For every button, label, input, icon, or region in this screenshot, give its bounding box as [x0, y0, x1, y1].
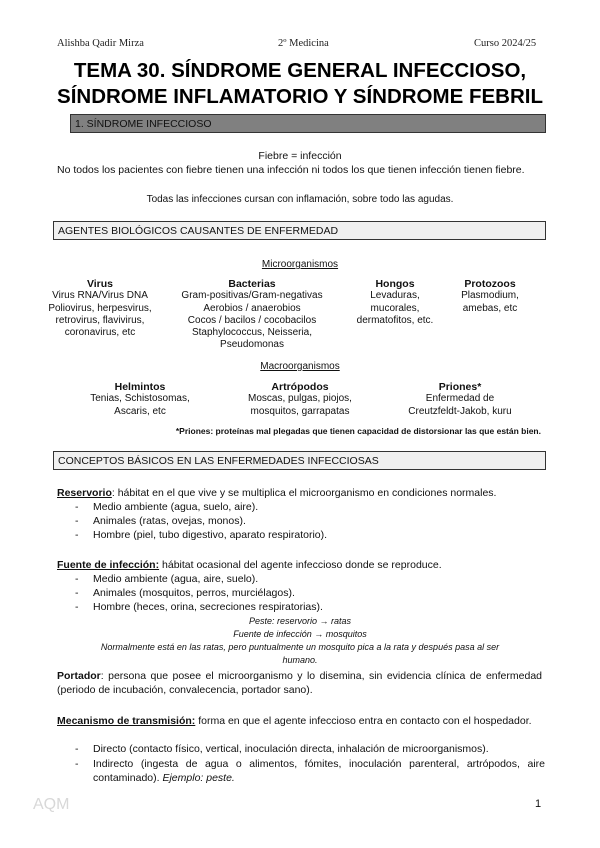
- micro-column-virus: [30, 278, 170, 339]
- formula-text: Fiebre = infección: [258, 150, 342, 162]
- macro-line: mosquitos, garrapatas: [250, 405, 350, 417]
- micro-name: Protozoos: [464, 278, 516, 290]
- microorganisms-title: Microorganismos: [261, 259, 339, 270]
- peste-example-3: Normalmente está en las ratas, pero puntualmente un mosquito pica a la rata y después pasa al ser humano.: [100, 642, 500, 665]
- macro-column-artropodos: [225, 381, 375, 418]
- fuente-term: Fuente de infección:: [57, 559, 160, 571]
- macroorganisms-title: Macroorganismos: [260, 361, 340, 372]
- micro-column-hongos: [345, 278, 445, 327]
- micro-line: Poliovirus, herpesvirus,: [48, 302, 152, 314]
- reservorio-term: Reservorio: [57, 487, 112, 499]
- section-heading-agentes: AGENTES BIOLÓGICOS CAUSANTES DE ENFERMEDAD: [53, 221, 546, 240]
- micro-line: Plasmodium,: [461, 290, 519, 302]
- micro-name: Virus: [86, 278, 114, 290]
- micro-name: Hongos: [375, 278, 415, 290]
- portador-term: Portador: [57, 670, 101, 682]
- micro-line: amebas, etc: [462, 302, 518, 314]
- micro-line: Aerobios / anaerobios: [203, 302, 301, 314]
- list-item: - Animales (mosquitos, perros, murciélagos).: [75, 587, 295, 599]
- micro-line: Virus RNA/Virus DNA: [52, 290, 148, 302]
- micro-line: Pseudomonas: [220, 339, 284, 351]
- fuente-def: hábitat ocasional del agente infeccioso donde se reproduce.: [159, 559, 442, 571]
- section-heading-conceptos: CONCEPTOS BÁSICOS EN LAS ENFERMEDADES INFECCIOSAS: [53, 451, 546, 470]
- list-item: - Hombre (piel, tubo digestivo, aparato respiratorio).: [75, 529, 328, 541]
- intro-paragraph: No todos los pacientes con fiebre tienen una infección ni todos los que tienen infección tienen fiebre.: [57, 164, 525, 176]
- portador-definition: [57, 669, 542, 697]
- list-item: - Hombre (heces, orina, secreciones respiratorias).: [75, 601, 323, 613]
- peste-example-1: Peste: reservorio → ratas: [248, 616, 352, 626]
- mecanismo-definition: [57, 714, 542, 728]
- peste-inline-example: Ejemplo: peste.: [162, 772, 235, 784]
- title-line-1: TEMA 30. SÍNDROME GENERAL INFECCIOSO,: [73, 59, 527, 82]
- micro-column-protozoos: [445, 278, 535, 315]
- macro-line: Enfermedad de: [425, 393, 495, 405]
- header-author: Alishba Qadir Mirza: [57, 38, 144, 49]
- micro-line: Levaduras,: [370, 290, 420, 302]
- micro-line: coronavirus, etc: [64, 327, 136, 339]
- header-course: 2º Medicina: [278, 38, 329, 49]
- list-item: - Medio ambiente (agua, aire, suelo).: [75, 573, 259, 585]
- watermark-logo: AQM: [33, 796, 70, 813]
- peste-example-2: Fuente de infección → mosquitos: [233, 629, 367, 639]
- micro-line: Staphylococcus, Neisseria,: [191, 327, 313, 339]
- macro-line: Ascaris, etc: [114, 405, 166, 417]
- page-number: 1: [535, 798, 542, 810]
- micro-line: retrovirus, flavivirus,: [55, 314, 145, 326]
- mecanismo-term: Mecanismo de transmisión:: [57, 715, 196, 727]
- list-item: - Indirecto (ingesta de agua o alimentos, fómites, inoculación parenteral, artrópodos, aire contaminado). Ejemplo: peste.: [75, 758, 545, 784]
- micro-line: mucorales,: [370, 302, 420, 314]
- micro-name: Bacterias: [228, 278, 276, 290]
- mecanismo-def: forma en que el agente infeccioso entra en contacto con el hospedador.: [195, 715, 532, 727]
- reservorio-definition: [57, 486, 547, 500]
- macro-line: Moscas, pulgas, piojos,: [248, 393, 352, 405]
- macro-column-priones: [385, 381, 535, 418]
- reservorio-def: : hábitat en el que vive y se multiplica el microorganismo en condiciones normales.: [111, 487, 497, 499]
- priones-footnote: *Priones: proteínas mal plegadas que tienen capacidad de distorsionar las que están bien.: [175, 426, 541, 436]
- macro-column-helmintos: [60, 381, 220, 418]
- macro-name: Artrópodos: [271, 381, 329, 393]
- micro-line: Cocos / bacilos / cocobacilos: [187, 314, 317, 326]
- micro-column-bacterias: [166, 278, 338, 352]
- fuente-definition: [57, 558, 547, 572]
- macro-name: Priones*: [438, 381, 482, 393]
- list-item: - Animales (ratas, ovejas, monos).: [75, 515, 246, 527]
- header-year: Curso 2024/25: [474, 38, 537, 49]
- page-title: [0, 58, 600, 110]
- micro-line: Gram-positivas/Gram-negativas: [181, 290, 323, 302]
- list-item: - Directo (contacto físico, vertical, inoculación directa, inhalación de microorganismos).: [75, 743, 489, 755]
- title-line-2: SÍNDROME INFLAMATORIO Y SÍNDROME FEBRIL: [57, 85, 543, 108]
- inflammation-note: Todas las infecciones cursan con inflamación, sobre todo las agudas.: [146, 194, 454, 205]
- micro-line: dermatofitos, etc.: [356, 314, 434, 326]
- portador-def: : persona que posee el microorganismo y lo disemina, sin evidencia clínica de enfermedad (periodo de incubación, convalecencia, portador sano).: [57, 670, 542, 696]
- macro-line: Creutzfeldt-Jakob, kuru: [408, 405, 512, 417]
- macro-name: Helmintos: [114, 381, 166, 393]
- macro-line: Tenias, Schistosomas,: [90, 393, 190, 405]
- list-item: - Medio ambiente (agua, suelo, aire).: [75, 501, 259, 513]
- section-heading-sindrome-infeccioso: 1. SÍNDROME INFECCIOSO: [70, 114, 546, 133]
